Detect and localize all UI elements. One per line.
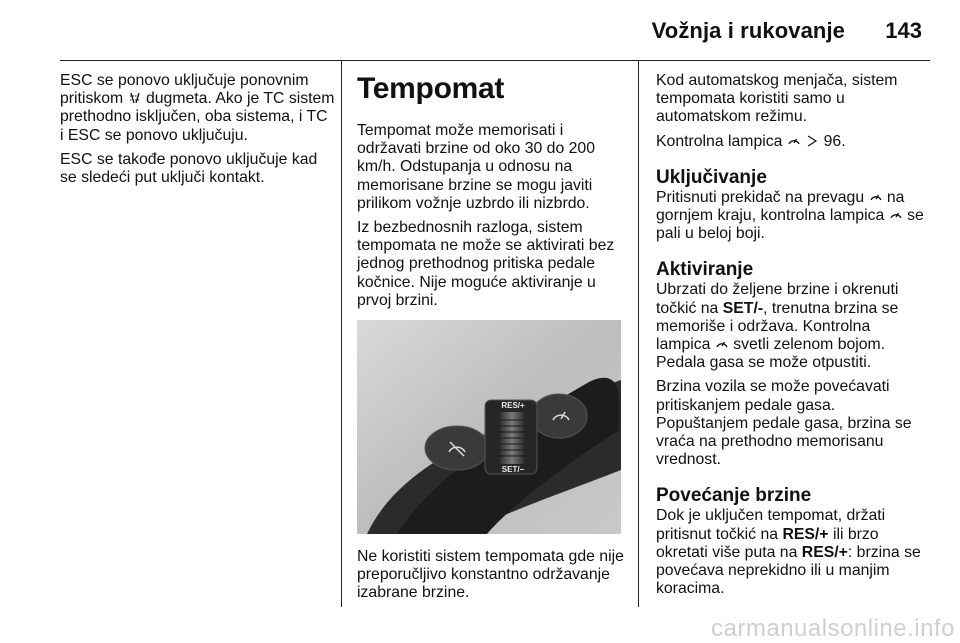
heading-ukljucivanje: Uključivanje [656,166,767,188]
set-label: SET/− [501,465,525,475]
column-3 [656,72,928,604]
cruise-paragraph-1: Tempomat može memorisati i održavati brzine od oko 30 do 200 km/h. Odstupanja u odnosu na memorisane brzine se mogu javiti prilikom vožnje uzbrdo ili nizbrdo. [357,122,595,212]
increase-speed-paragraph: Dok je uključen tempomat, držati pritisnut točkić na RES/+ ili brzo okretati više puta na RES/+: brzina se povećava neprekidno ili u manjim koracima. [656,507,921,598]
res-label: RES/+ [501,401,525,411]
cruise-control-icon [869,191,883,203]
column-divider-2 [638,61,639,607]
esc-paragraph-2: ESC se takođe ponovo uključuje kad se sledeći put uključi kontakt. [60,150,318,187]
page-header-title: Vožnja i rukovanje [651,18,845,43]
watermark: carmanualsonline.info [711,615,955,642]
switch-on-paragraph: Pritisnuti prekidač na prevagu na gornjem kraju, kontrolna lampica se pali u beloj boji. [656,188,924,243]
column-1 [60,72,335,193]
steering-wheel-controls-figure [357,320,621,534]
column-divider-1 [341,61,342,607]
cruise-paragraph-2: Iz bezbednosnih razloga, sistem tempomata ne može se aktivirati bez jednog prethodnog pritiska pedale kočnice. Nije moguće aktiviranje u prvoj brzini. [357,219,615,309]
cruise-control-icon [787,135,801,147]
activation-paragraph: Ubrzati do željene brzine i okrenuti točkić na SET/-, trenutna brzina se memoriše i održava. Kontrolna lampica svetli zelenom bojom. Pedala gasa se može otpustiti. [656,281,899,372]
indicator-paragraph: Kontrolna lampica 96. [656,132,846,150]
cruise-control-icon [889,209,903,221]
acceleration-paragraph: Brzina vozila se može povećavati pritiskanjem pedale gasa. Popuštanjem pedale gasa, brzina se vraća na prethodno memorisanu vrednost. [656,378,912,469]
heading-povecanje-brzine: Povećanje brzine [656,485,812,507]
cruise-control-icon [715,338,729,350]
header-rule [60,60,930,61]
esc-paragraph-1: ESC se ponovo uključuje ponovnim pritiskom dugmeta. Ako je TC sistem prethodno isključen, oba sistema, i TC i ESC se ponovo uključuju. [60,72,335,144]
page-reference-icon [805,135,819,147]
cruise-paragraph-3: Ne koristiti sistem tempomata gde nije preporučljivo konstantno održavanje izabrane brzine. [357,548,624,602]
section-title: Tempomat [357,72,505,105]
column-2 [357,72,625,609]
automatic-paragraph: Kod automatskog menjača, sistem tempomata koristiti samo u automatskom režimu. [656,72,898,126]
page-number: 143 [885,18,922,43]
heading-aktiviranje: Aktiviranje [656,259,754,281]
traction-control-icon [128,92,142,104]
